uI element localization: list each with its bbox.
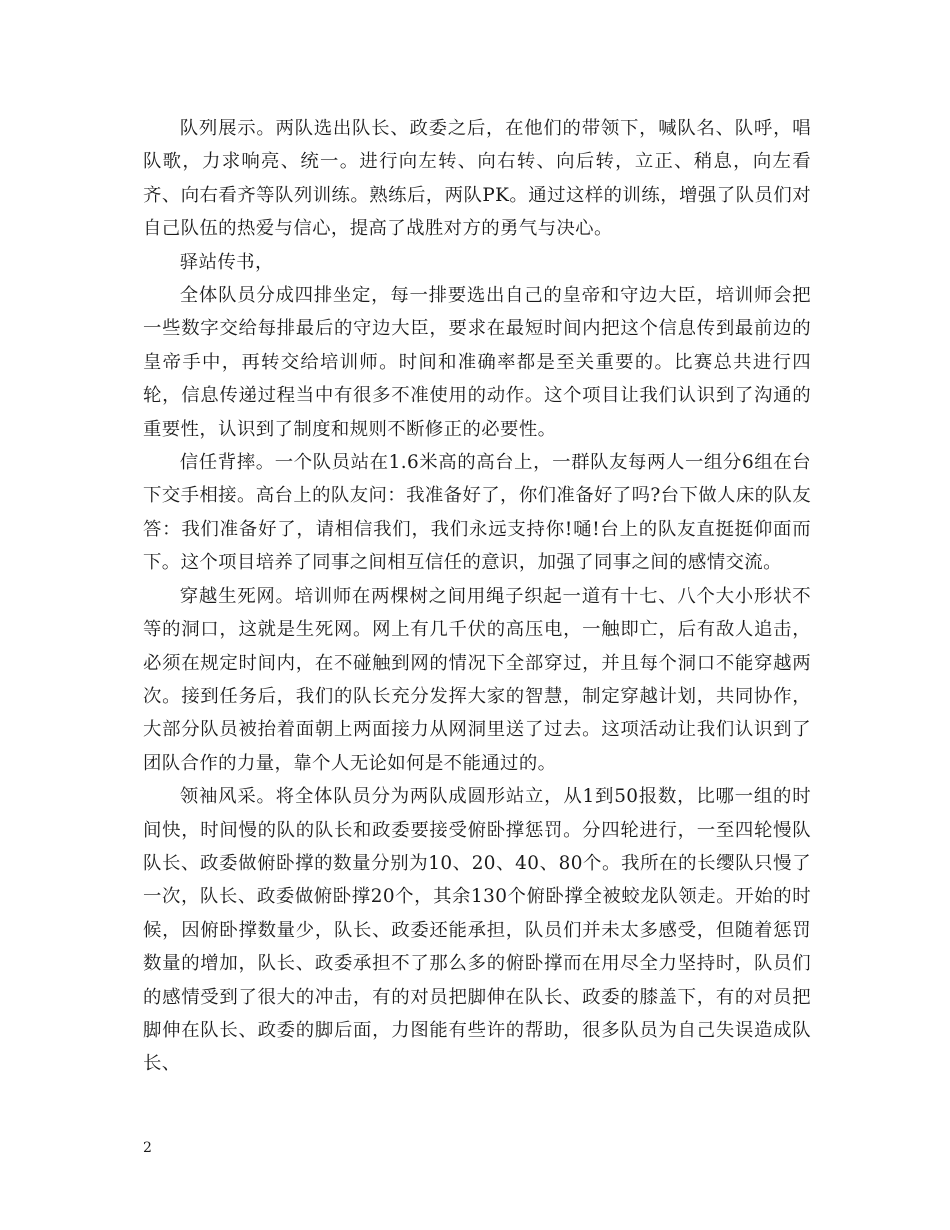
paragraph-spider-web: 穿越生死网。培训师在两棵树之间用绳子织起一道有十七、八个大小形状不等的洞口，这就是生死网。网上有几千伏的高压电，一触即亡，后有敌人追击，必须在规定时间内，在不碰触到网的情况下全部穿过，并且每个洞口不能穿越两次。接到任务后，我们的队长充分发挥大家的智慧，制定穿越计划，共同协作，大部分队员被抬着面朝上两面接力从网洞里送了过去。这项活动让我们认识到了团队合作的力量，靠个人无论如何是不能通过的。 — [143, 585, 811, 774]
paragraph-relay-heading: 驿站传书， — [179, 251, 274, 273]
paragraph-trust-fall: 信任背摔。一个队员站在1.6米高的高台上，一群队友每两人一组分6组在台下交手相接。高台上的队友问：我准备好了，你们准备好了吗?台下做人床的队友答：我们准备好了，请相信我们，我们永远支持你!嗵!台上的队友直挺挺仰面而下。这个项目培养了同事之间相互信任的意识，加强了同事之间的感情交流。 — [143, 452, 811, 574]
page-number: 2 — [143, 1140, 152, 1156]
document-body — [143, 112, 811, 1081]
paragraph-relay-message: 全体队员分成四排坐定，每一排要选出自己的皇帝和守边大臣，培训师会把一些数字交给每排最后的守边大臣，要求在最短时间内把这个信息传到最前边的皇帝手中，再转交给培训师。时间和准确率都是至关重要的。比赛总共进行四轮，信息传递过程当中有很多不准使用的动作。这个项目让我们认识到了沟通的重要性，认识到了制度和规则不断修正的必要性。 — [143, 285, 811, 440]
paragraph-queue-display: 队列展示。两队选出队长、政委之后，在他们的带领下，喊队名、队呼，唱队歌，力求响亮、统一。进行向左转、向右转、向后转，立正、稍息，向左看齐、向右看齐等队列训练。熟练后，两队PK。通过这样的训练，增强了队员们对自己队伍的热爱与信心，提高了战胜对方的勇气与决心。 — [143, 118, 811, 240]
paragraph-leadership: 领袖风采。将全体队员分为两队成圆形站立，从1到50报数，比哪一组的时间快，时间慢的队的队长和政委要接受俯卧撑惩罚。分四轮进行，一至四轮慢队队长、政委做俯卧撑的数量分别为10、20、40、80个。我所在的长缨队只慢了一次，队长、政委做俯卧撑20个，其余130个俯卧撑全被蛟龙队领走。开始的时候，因俯卧撑数量少，队长、政委还能承担，队员们并未太多感受，但随着惩罚数量的增加，队长、政委承担不了那么多的俯卧撑而在用尽全力坚持时，队员们的感情受到了很大的冲击，有的对员把脚伸在队长、政委的膝盖下，有的对员把脚伸在队长、政委的脚后面，力图能有些许的帮助，很多队员为自己失误造成队长、 — [143, 786, 811, 1075]
